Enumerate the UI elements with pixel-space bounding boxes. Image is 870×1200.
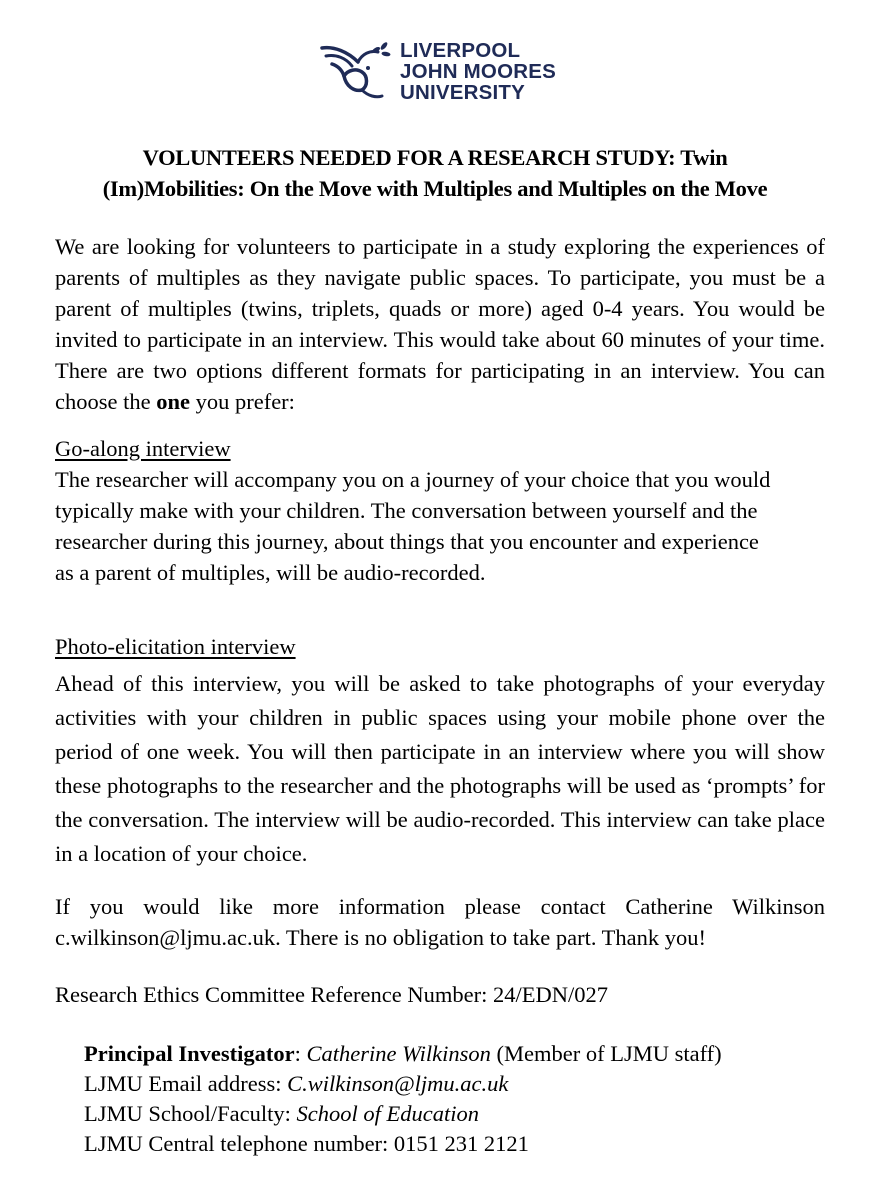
photo-heading-block	[55, 631, 296, 662]
logo-line: LIVERPOOL	[400, 39, 521, 62]
title-line: (Im)Mobilities: On the Move with Multiples and Multiples on the Move	[102, 176, 768, 201]
photo-heading: Photo-elicitation interview	[55, 634, 296, 659]
logo-line: UNIVERSITY	[400, 81, 526, 104]
go-along-line: researcher during this journey, about things that you encounter and experience	[55, 529, 759, 554]
intro-text-end: you prefer:	[189, 389, 295, 414]
phone-line: LJMU Central telephone number: 0151 231 2121	[84, 1131, 529, 1156]
logo-line: JOHN MOORES	[400, 60, 556, 83]
go-along-section	[55, 433, 770, 588]
go-along-line: typically make with your children. The conversation between yourself and the	[55, 498, 758, 523]
school-label: LJMU School/Faculty:	[84, 1101, 297, 1126]
pi-label: Principal Investigator	[84, 1041, 295, 1066]
go-along-heading: Go-along interview	[55, 436, 231, 461]
school-value: School of Education	[296, 1101, 479, 1126]
contact-block	[84, 1039, 722, 1159]
page-title	[40, 142, 830, 204]
intro-emphasis: one	[156, 389, 190, 414]
ethics-block	[55, 979, 608, 1010]
pi-name: Catherine Wilkinson	[306, 1041, 491, 1066]
pi-note: (Member of LJMU staff)	[490, 1041, 722, 1066]
photo-paragraph: Ahead of this interview, you will be asked to take photographs of your everyday activities with your children in public spaces using your mobile phone over the period of one week. You will then participate in an interview where you will show these photographs to the researcher and the photographs will be used as ‘prompts’ for the conversation. The interview will be audio-recorded. This interview can take place in a location of your choice.	[55, 671, 825, 866]
title-line: VOLUNTEERS NEEDED FOR A RESEARCH STUDY: Twin	[142, 145, 728, 170]
email-line	[84, 1069, 722, 1099]
go-along-line: The researcher will accompany you on a journey of your choice that you would	[55, 467, 771, 492]
ethics-reference: Research Ethics Committee Reference Number: 24/EDN/027	[55, 982, 608, 1007]
logo-wordmark	[400, 40, 556, 103]
intro-paragraph	[55, 231, 825, 417]
email-value: C.wilkinson@ljmu.ac.uk	[287, 1071, 509, 1096]
pi-separator: :	[294, 1041, 307, 1066]
email-label: LJMU Email address:	[84, 1071, 288, 1096]
school-line	[84, 1099, 722, 1129]
pi-line	[84, 1039, 722, 1069]
intro-text: We are looking for volunteers to participate in a study exploring the experiences of parents of multiples as they navigate public spaces. To participate, you must be a parent of multiples (twins, triplets, quads or more) aged 0-4 years. You would be invited to participate in an interview. This would take about 60 minutes of your time. There are two options different formats for participating in an interview. You can choose the	[55, 234, 825, 414]
go-along-line: as a parent of multiples, will be audio-recorded.	[55, 560, 486, 585]
more-info-paragraph: If you would like more information please contact Catherine Wilkinson c.wilkinson@ljmu.ac.uk. There is no obligation to take part. Thank you!	[55, 894, 825, 950]
liver-bird-icon	[318, 40, 394, 102]
university-logo	[318, 36, 556, 106]
